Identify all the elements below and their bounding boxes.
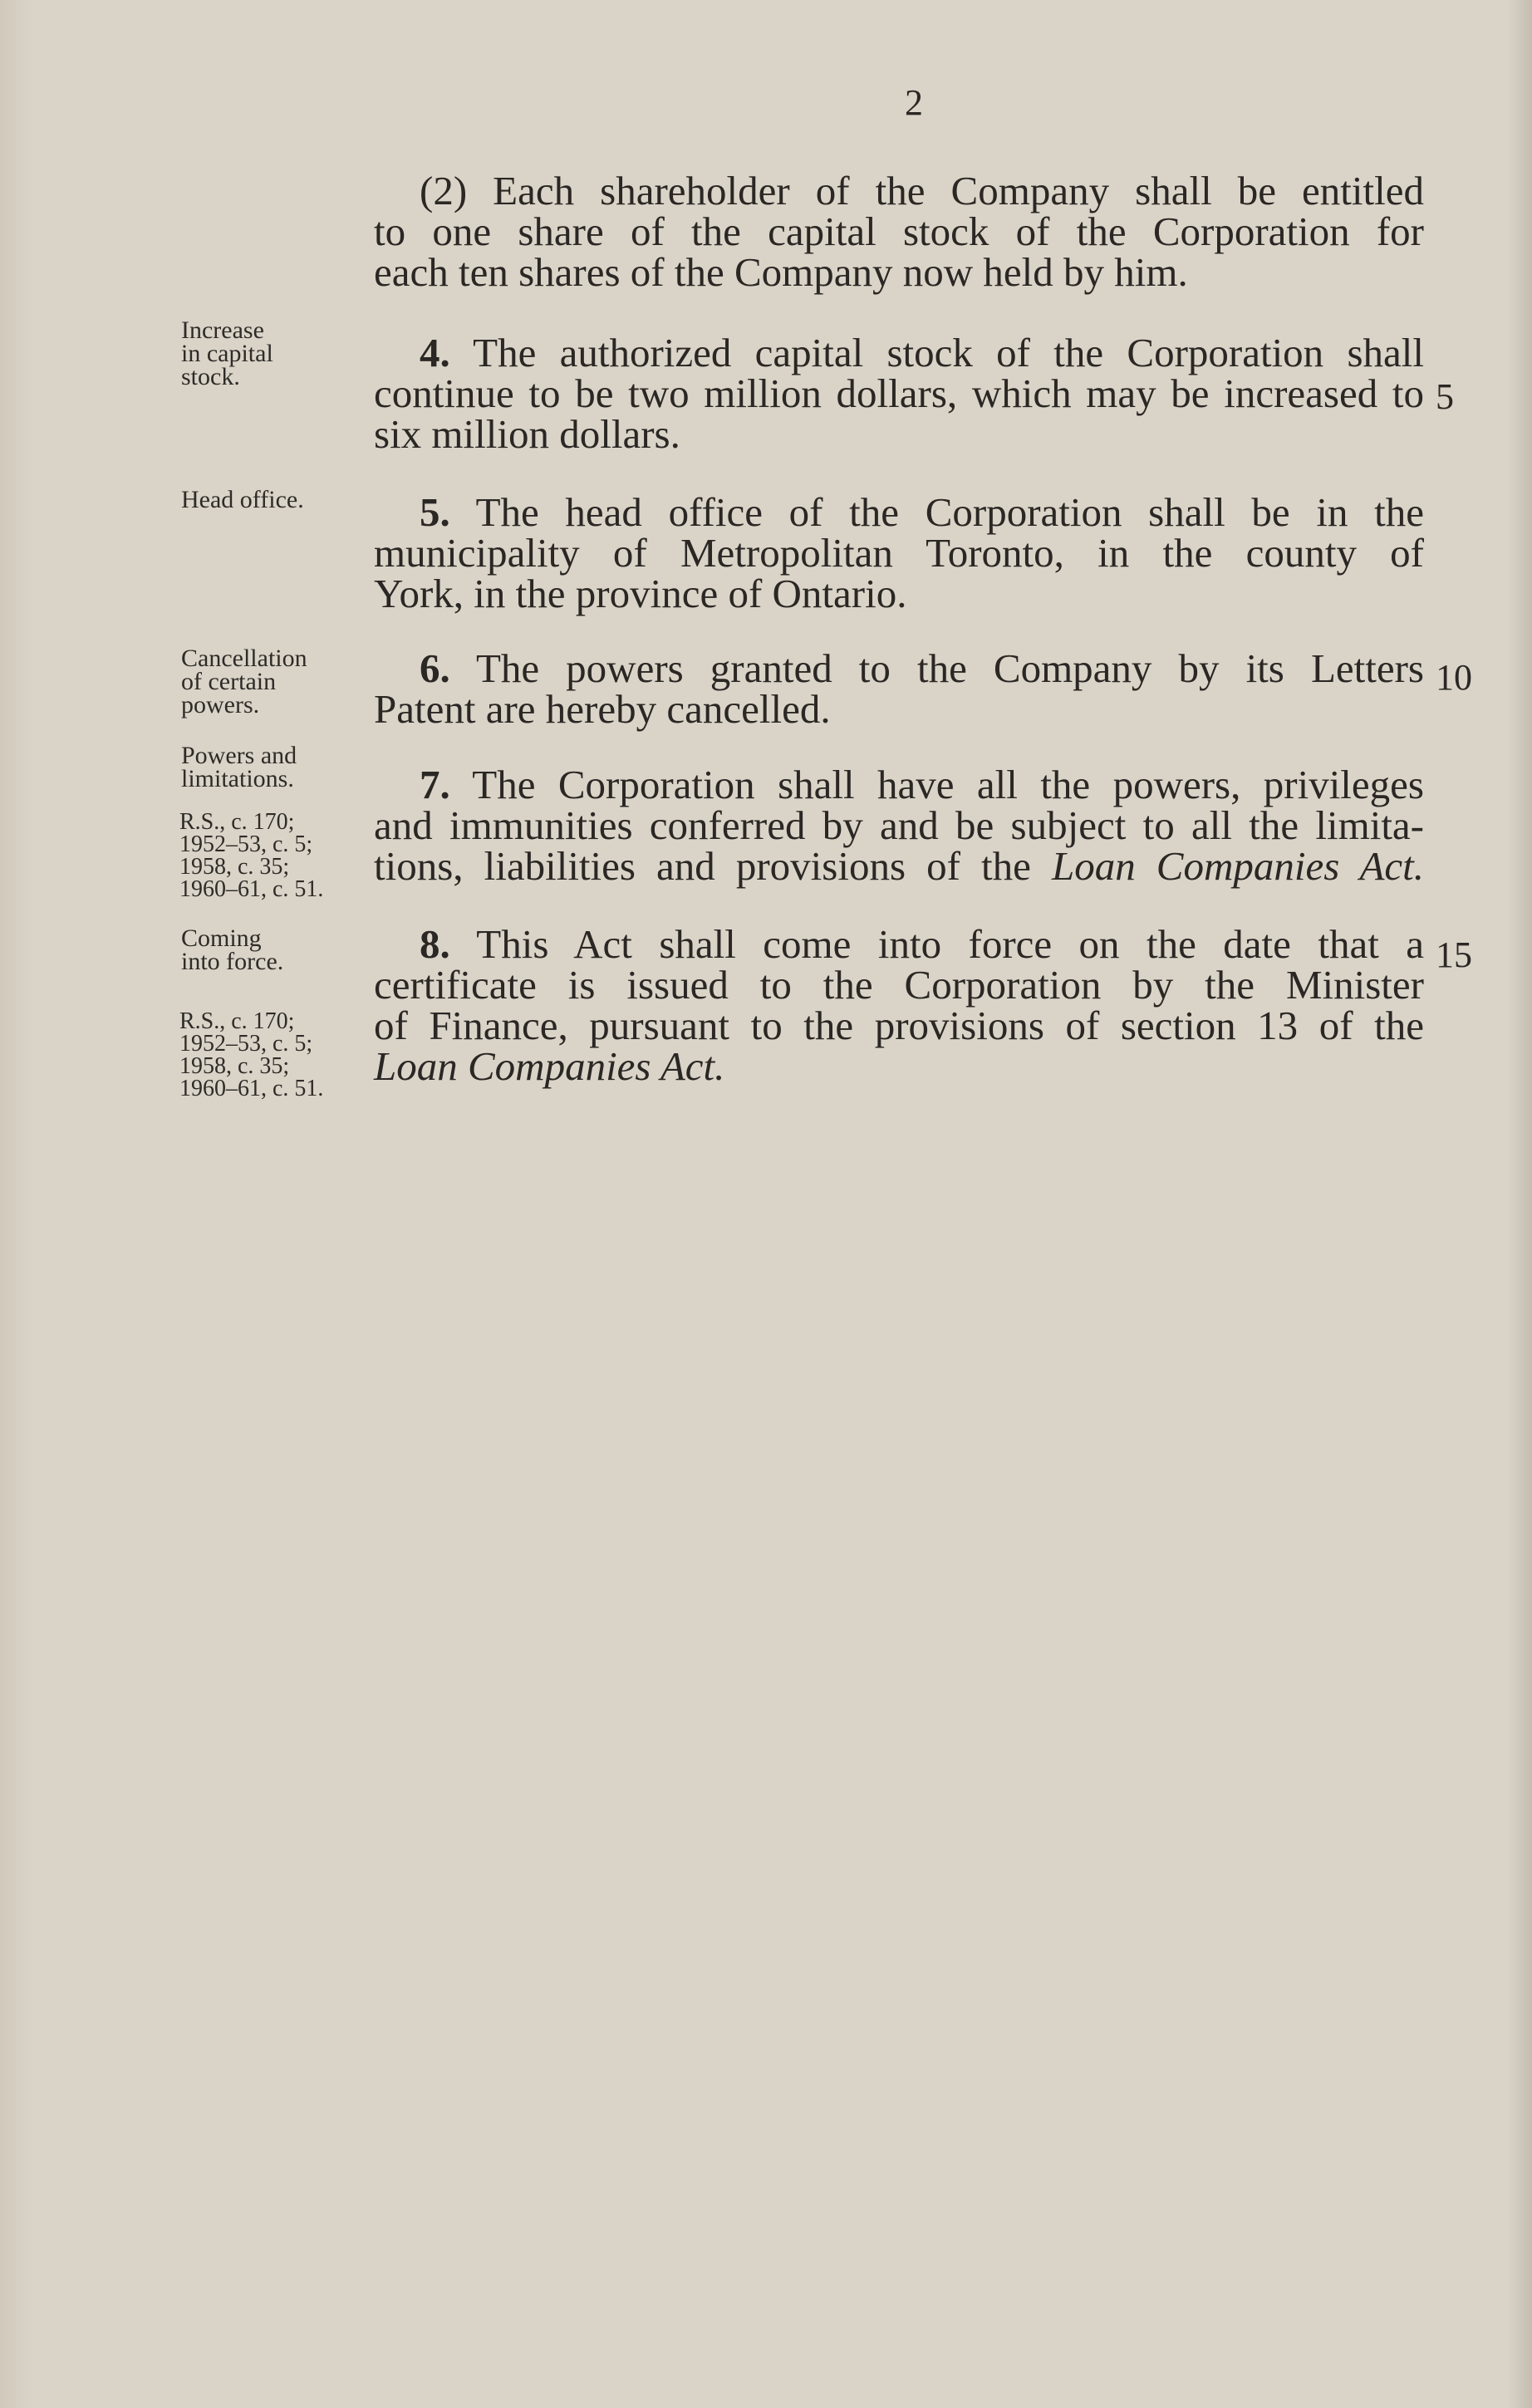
paragraph-line: The head office of the Corporation shall be in the — [475, 489, 1425, 535]
marginal-note-head-office: Head office. — [181, 486, 304, 513]
paragraph-line: Patent are hereby cancelled. — [374, 686, 831, 732]
paragraph-line: six million dollars. — [374, 411, 680, 457]
section-number: 7. — [420, 762, 450, 807]
paragraph-line: and immunities conferred by and be subject to all the limita- — [374, 802, 1424, 848]
section-8 — [374, 921, 1424, 1089]
section-number: 4. — [420, 330, 450, 375]
act-title: Loan Companies Act. — [1051, 843, 1424, 889]
section-4 — [374, 330, 1424, 457]
paragraph-line: continue to be two million dollars, which may be increased to — [374, 370, 1424, 416]
act-title: Loan Companies Act. — [374, 1043, 725, 1089]
marginal-note-powers: Powers and limitations. — [181, 742, 297, 792]
section-number: 5. — [420, 489, 450, 535]
marginal-note-coming-into-force: Coming into force. — [181, 924, 284, 975]
paragraph-line: each ten shares of the Company now held by him. — [374, 249, 1188, 295]
paragraph-line: The authorized capital stock of the Corporation shall — [473, 330, 1424, 375]
paragraph-line: This Act shall come into force on the date that a — [476, 921, 1424, 967]
section-number: 8. — [420, 921, 450, 967]
section-5 — [374, 489, 1425, 616]
marginal-reference-powers: R.S., c. 170; 1952–53, c. 5; 1958, c. 35; 1960–61, c. 51. — [179, 809, 324, 902]
marginal-note-cancellation: Cancellation of certain powers. — [181, 645, 307, 718]
line-number-5: 5 — [1436, 376, 1454, 417]
paragraph-line: York, in the province of Ontario. — [374, 571, 907, 616]
paragraph-line: The Corporation shall have all the powers, privileges — [472, 762, 1424, 807]
paragraph-line: municipality of Metropolitan Toronto, in the county of — [374, 530, 1424, 576]
paragraph-line: of Finance, pursuant to the provisions of section 13 of the — [374, 1003, 1424, 1048]
paragraph-line: (2) Each shareholder of the Company shall be entitled — [420, 168, 1424, 213]
section-7 — [374, 762, 1424, 889]
section-number: 6. — [420, 645, 450, 691]
line-number-15: 15 — [1436, 934, 1472, 975]
paragraph-line: certificate is issued to the Corporation by the Minister — [374, 962, 1424, 1008]
section-6 — [374, 645, 1424, 732]
marginal-note-increase: Increase in capital stock. — [181, 316, 273, 390]
paragraph-line: tions, liabilities and provisions of the — [374, 843, 1031, 889]
paragraph-3-2 — [374, 168, 1424, 295]
line-number-10: 10 — [1436, 657, 1472, 698]
marginal-reference-coming-into-force: R.S., c. 170; 1952–53, c. 5; 1958, c. 35; 1960–61, c. 51. — [179, 1008, 324, 1101]
paragraph-line: to one share of the capital stock of the Corporation for — [374, 208, 1424, 254]
paragraph-line: The powers granted to the Company by its Letters — [475, 645, 1424, 691]
page-number: 2 — [905, 82, 923, 123]
